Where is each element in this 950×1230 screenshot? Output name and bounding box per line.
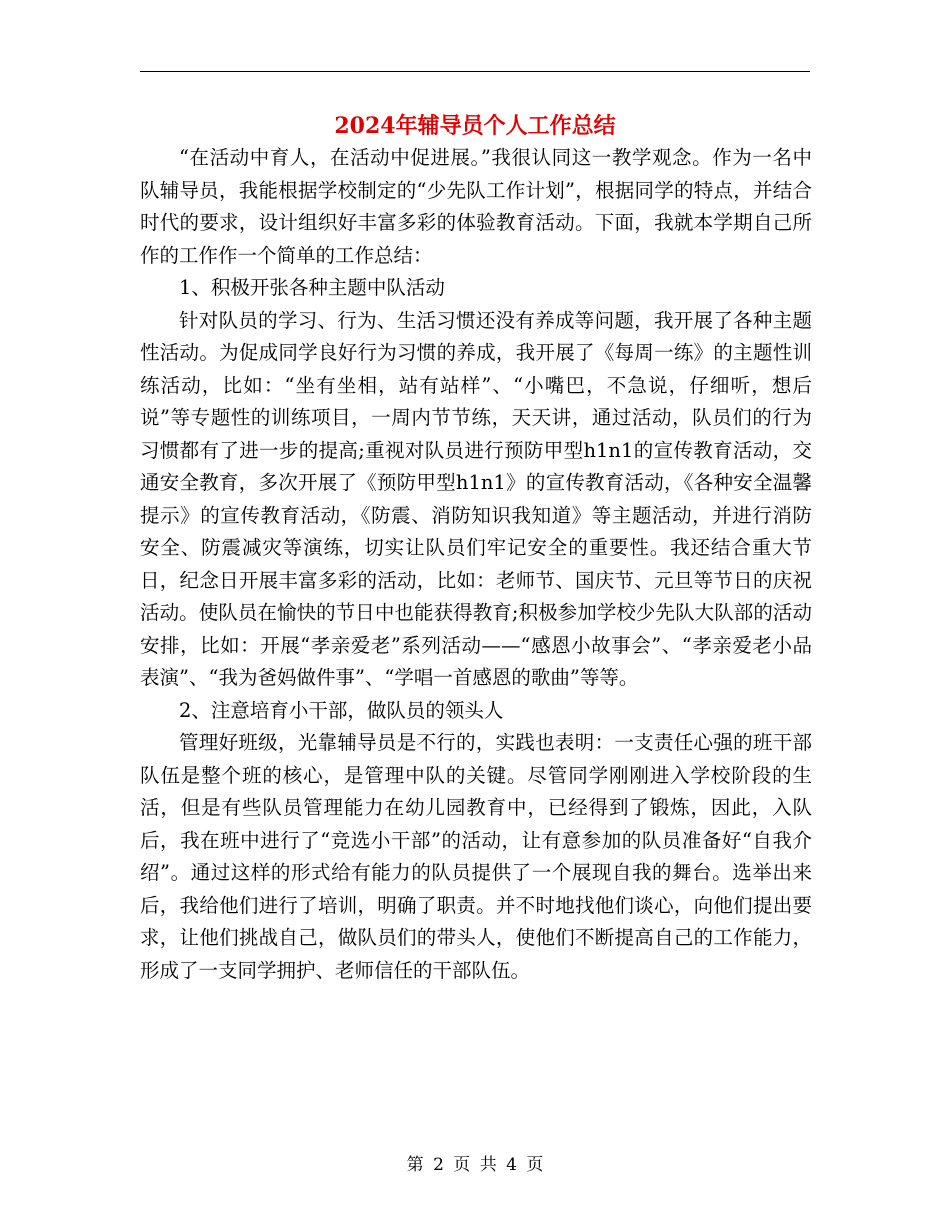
section-heading-1: 1、积极开张各种主题中队活动	[179, 276, 445, 299]
document-title: 2024年辅导员个人工作总结	[334, 113, 616, 139]
page-number-footer: 第 2 页 共 4 页	[406, 1155, 544, 1175]
paragraph-intro: “在活动中育人，在活动中促进展。”我很认同这一教学观念。作为一名中队辅导员，我能根据学校制定的“少先队工作计划”，根据同学的特点，并结合时代的要求，设计组织好丰富多彩的体验教育活动。下面，我就本学期自己所作的工作作一个简单的工作总结：	[140, 146, 812, 267]
paragraph-section-1: 针对队员的学习、行为、生活习惯还没有养成等问题，我开展了各种主题性活动。为促成同学良好行为习惯的养成，我开展了《每周一练》的主题性训练活动，比如：“坐有坐相，站有站样”、“小嘴巴，不急说，仔细听，想后说”等专题性的训练项目，一周内节节练，天天讲，通过活动，队员们的行为习惯都有了进一步的提高;重视对队员进行预防甲型h1n1的宣传教育活动，交通安全教育，多次开展了《预防甲型h1n1》的宣传教育活动，《各种安全温馨提示》的宣传教育活动，《防震、消防知识我知道》等主题活动，并进行消防安全、防震减灾等演练，切实让队员们牢记安全的重要性。我还结合重大节日，纪念日开展丰富多彩的活动，比如：老师节、国庆节、元旦等节日的庆祝活动。使队员在愉快的节日中也能获得教育;积极参加学校少先队大队部的活动安排，比如：开展“孝亲爱老”系列活动——“感恩小故事会”、“孝亲爱老小品表演”、“我为爸妈做件事”、“学唱一首感恩的歌曲”等等。	[140, 308, 812, 689]
document-body	[140, 142, 812, 987]
section-heading-2: 2、注意培育小干部，做队员的领头人	[179, 698, 504, 722]
header-rule	[140, 71, 810, 72]
paragraph-section-2: 管理好班级，光靠辅导员是不行的，实践也表明：一支责任心强的班干部队伍是整个班的核心，是管理中队的关键。尽管同学刚刚进入学校阶段的生活，但是有些队员管理能力在幼儿园教育中，已经得到了锻炼，因此，入队后，我在班中进行了“竞选小干部”的活动，让有意参加的队员准备好“自我介绍”。通过这样的形式给有能力的队员提供了一个展现自我的舞台。选举出来后，我给他们进行了培训，明确了职责。并不时地找他们谈心，向他们提出要求，让他们挑战自己，做队员们的带头人，使他们不断提高自己的工作能力，形成了一支同学拥护、老师信任的干部队伍。	[140, 731, 812, 982]
